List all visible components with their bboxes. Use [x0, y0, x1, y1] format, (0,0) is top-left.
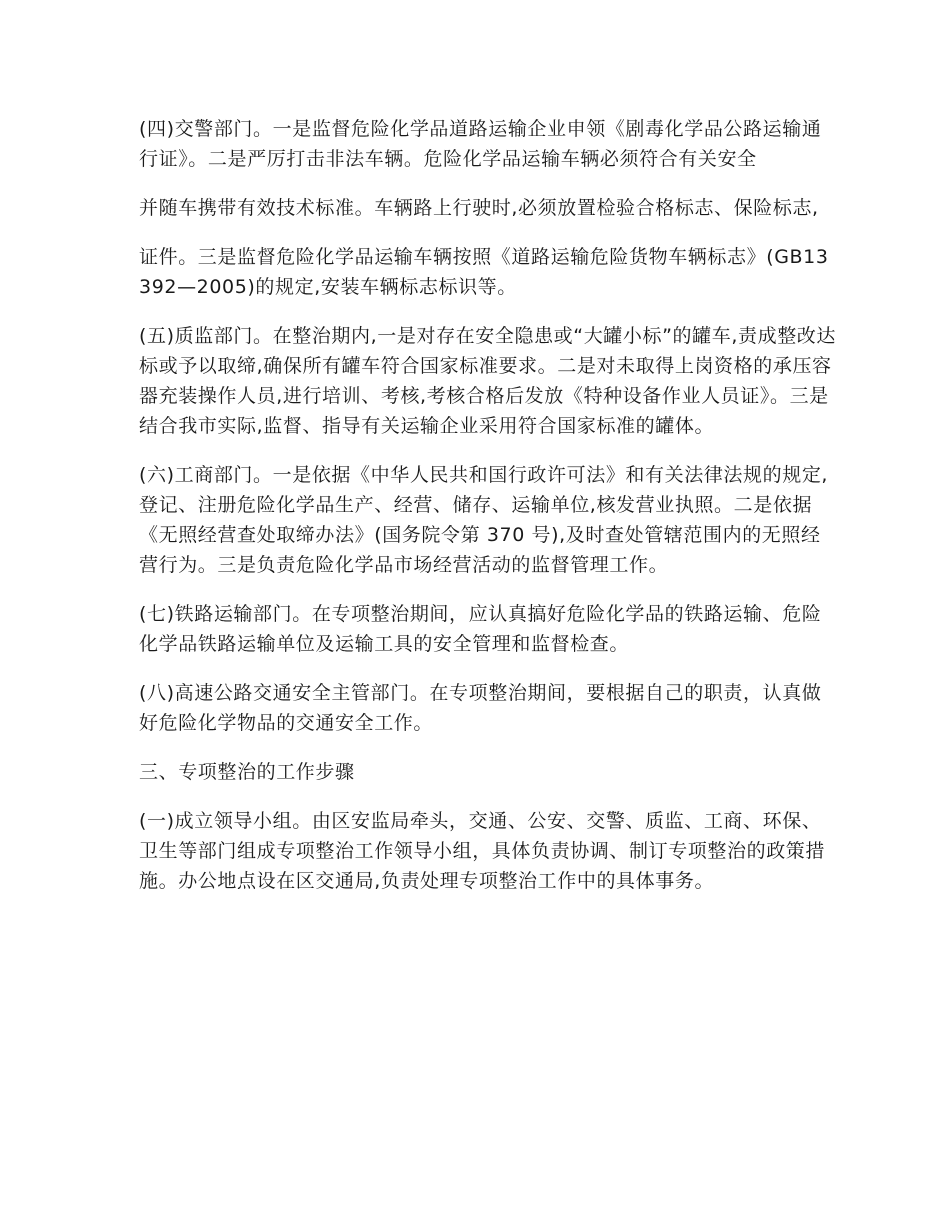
paragraph-highway: (八)高速公路交通安全主管部门。在专项整治期间，要根据自己的职责，认真做好危险化学物品的交通安全工作。 [139, 682, 822, 734]
paragraph-quality-supervision: (五)质监部门。在整治期内,一是对存在安全隐患或“大罐小标”的罐车,责成整改达标或予以取缔,确保所有罐车符合国家标准要求。二是对未取得上岗资格的承压容器充装操作人员,进行培训、考核,考核合格后发放《特种设备作业人员证》。三是结合我市实际,监督、指导有关运输企业采用符合国家标准的罐体。 [139, 325, 836, 437]
document-body [139, 114, 839, 915]
section-heading-work-steps: 三、专项整治的工作步骤 [139, 761, 355, 783]
paragraph-vehicle-standards: 并随车携带有效技术标准。车辆路上行驶时,必须放置检验合格标志、保险标志, [139, 197, 819, 219]
paragraph-vehicle-signs: 证件。三是监督危险化学品运输车辆按照《道路运输危险货物车辆标志》(GB13392—2005)的规定,安装车辆标志标识等。 [139, 246, 829, 298]
paragraph-railway: (七)铁路运输部门。在专项整治期间，应认真搞好危险化学品的铁路运输、危险化学品铁路运输单位及运输工具的安全管理和监督检查。 [139, 603, 822, 655]
paragraph-industry-commerce: (六)工商部门。一是依据《中华人民共和国行政许可法》和有关法律法规的规定,登记、注册危险化学品生产、经营、储存、运输单位,核发营业执照。二是依据《无照经营查处取缔办法》(国务院令第 370 号),及时查处管辖范围内的无照经营行为。三是负责危险化学品市场经营活动的监督管理工作。 [139, 464, 829, 576]
paragraph-leadership-group: (一)成立领导小组。由区安监局牵头，交通、公安、交警、质监、工商、环保、卫生等部门组成专项整治工作领导小组，具体负责协调、制订专项整治的政策措施。办公地点设在区交通局,负责处理专项整治工作中的具体事务。 [139, 810, 826, 892]
paragraph-traffic-police: (四)交警部门。一是监督危险化学品道路运输企业申领《剧毒化学品公路运输通行证》。二是严厉打击非法车辆。危险化学品运输车辆必须符合有关安全 [139, 118, 822, 170]
